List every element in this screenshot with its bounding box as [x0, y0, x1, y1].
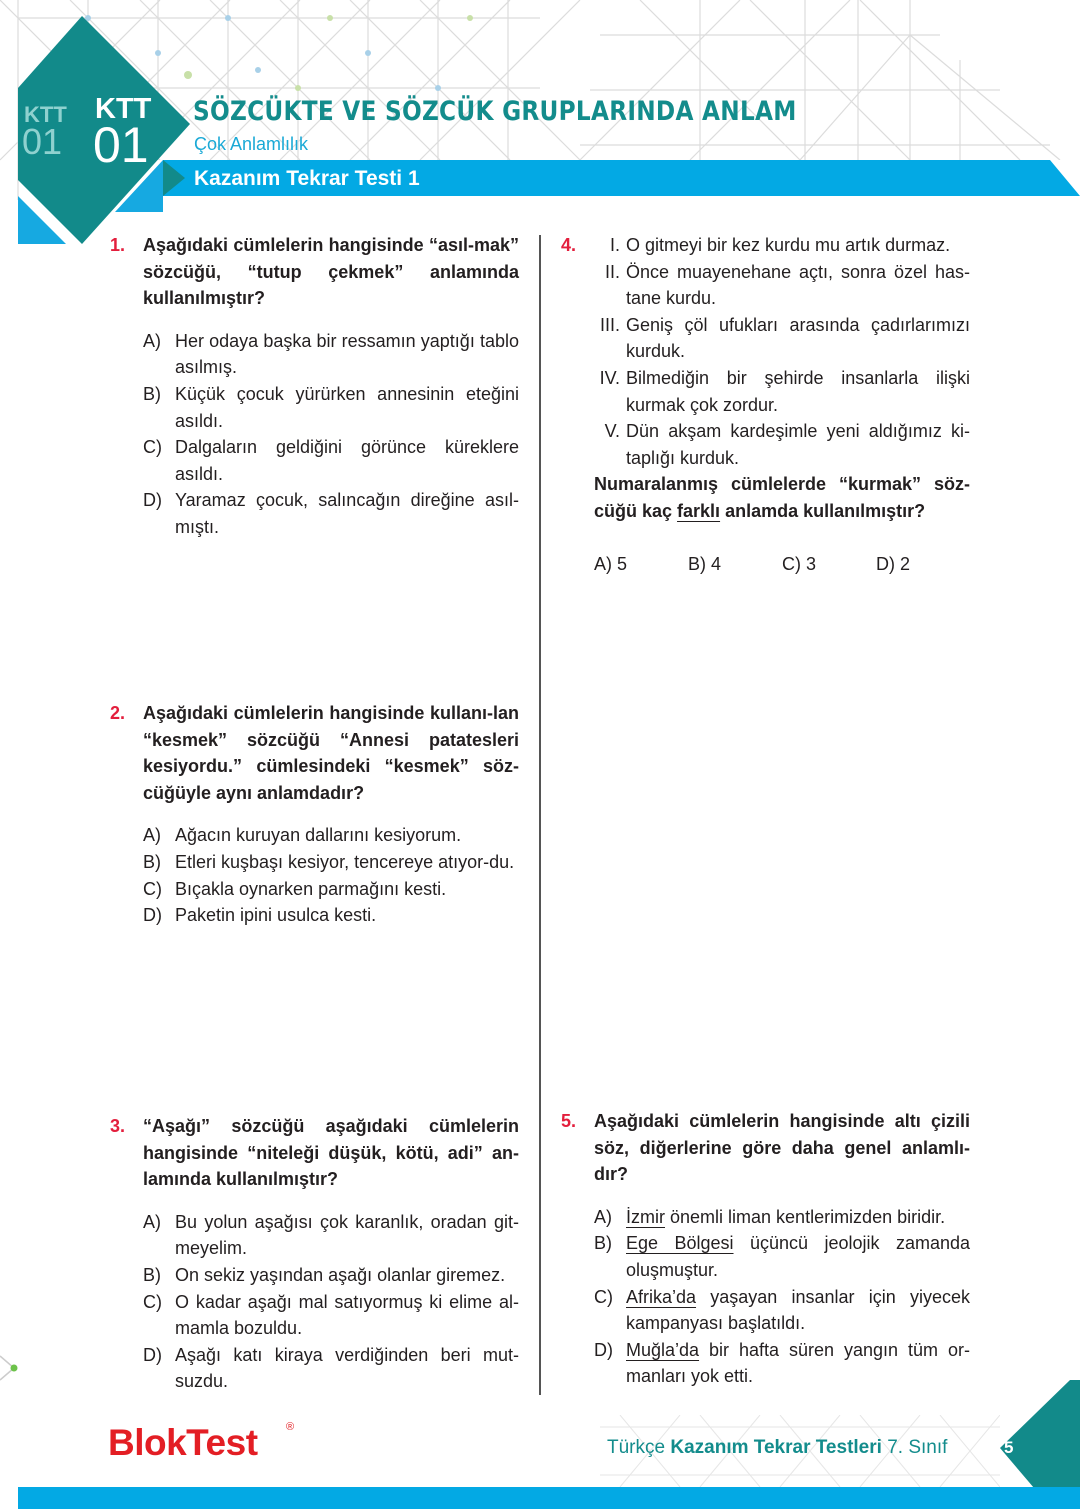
option-a[interactable]: [143, 1209, 519, 1262]
option-text: [626, 1204, 970, 1231]
statement-text: Önce muayenehane açtı, sonra özel has-tane kurdu.: [626, 261, 970, 309]
option-text: 4: [711, 553, 722, 574]
ktt-number-shadow: 01: [22, 121, 63, 162]
ktt-label-shadow: KTT: [24, 102, 67, 127]
question-stem: Aşağıdaki cümlelerin hangisinde “asıl-mak” sözcüğü, “tutup çekmek” anlamında kullanılmıştır?: [143, 235, 519, 309]
option-text: Yaramaz çocuk, salıncağın direğine asıl-mıştı.: [175, 490, 519, 537]
statement-list: [594, 232, 970, 471]
statement-3: [594, 312, 970, 365]
underlined-phrase: İzmir: [626, 1206, 665, 1227]
option-b[interactable]: [143, 1262, 519, 1289]
option-d[interactable]: [143, 1342, 519, 1395]
test-bar-arrow-icon: [163, 160, 193, 196]
registered-mark: ®: [286, 1421, 295, 1433]
option-a[interactable]: [594, 551, 688, 578]
option-d[interactable]: [143, 487, 519, 540]
option-letter: C): [143, 878, 162, 899]
page-number: 5: [1004, 1438, 1014, 1457]
option-b[interactable]: [594, 1230, 970, 1283]
option-rest: yaşayan insanlar için yiyecek kampanyası başlatıldı.: [626, 1286, 970, 1334]
series-grade: 7. Sınıf: [881, 1437, 948, 1458]
statement-5: [594, 418, 970, 471]
page-number-badge: [990, 1378, 1080, 1488]
option-letter: D): [594, 1339, 613, 1360]
option-a[interactable]: [594, 1204, 970, 1231]
question-number: 2.: [110, 703, 126, 723]
option-text: Paketin ipini usulca kesti.: [175, 905, 377, 926]
page-subtitle: Çok Anlamlılık: [194, 134, 309, 154]
option-letter: B): [594, 1233, 612, 1254]
series-name: Kazanım Tekrar Testleri: [670, 1437, 882, 1458]
option-a[interactable]: [143, 822, 519, 849]
statement-numeral: I.: [609, 235, 620, 255]
option-text: Ağacın kuruyan dallarını kesiyorum.: [175, 825, 462, 846]
question-stem: [594, 471, 970, 524]
column-divider: [539, 235, 541, 1395]
question-number: 5.: [561, 1111, 577, 1131]
statement-text: Bilmediğin bir şehirde insanlarla ilişki kurmak çok zordur.: [626, 367, 970, 415]
option-letter: A): [594, 553, 612, 574]
stem-part: anlamda kullanılmıştır?: [720, 500, 926, 521]
option-text: Etleri kuşbaşı kesiyor, tencereye atıyor-du.: [175, 851, 515, 872]
option-rest: bir hafta süren yangın tüm or-manları yok etti.: [626, 1339, 970, 1387]
question-4: [561, 232, 970, 577]
option-letter: C): [594, 1286, 613, 1307]
option-text: O kadar aşağı mal satıyormuş ki elime al-mamla bozuldu.: [175, 1291, 519, 1339]
option-d[interactable]: [143, 902, 519, 929]
option-b[interactable]: [143, 381, 519, 434]
answer-choices: [594, 551, 970, 578]
option-a[interactable]: [143, 328, 519, 381]
question-stem: Aşağıdaki cümlelerin hangisinde altı çizili söz, diğerlerine göre daha genel anlamlı-dır?: [594, 1111, 970, 1185]
option-letter: D): [876, 553, 895, 574]
question-1: [110, 232, 519, 541]
option-text: [626, 1230, 970, 1283]
stem-part: Numaralanmış cümlelerde “kurmak” söz-cüğü kaç: [594, 474, 970, 521]
series-subject: Türkçe: [607, 1437, 671, 1458]
option-text: Bu yolun aşağısı çok karanlık, oradan git-meyelim.: [175, 1211, 519, 1259]
question-stem: Aşağıdaki cümlelerin hangisinde kullanı-lan “kesmek” sözcüğü “Annesi patatesleri kesiyordu.” cümlesindeki “kesmek” söz-cüğüyle aynı anlamdadır?: [143, 703, 519, 803]
question-2: [110, 700, 519, 929]
option-text: [626, 1284, 970, 1337]
question-number: 3.: [110, 1116, 126, 1136]
question-number: 1.: [110, 235, 126, 255]
ktt-label: KTT: [95, 93, 152, 125]
option-letter: D): [143, 905, 162, 926]
option-letter: A): [143, 330, 161, 351]
underlined-phrase: Muğla’da: [626, 1339, 700, 1360]
test-bar-tail: [1050, 160, 1080, 196]
ktt-number: 01: [93, 117, 149, 173]
option-letter: B): [688, 553, 706, 574]
option-letter: C): [143, 1291, 162, 1312]
statement-1: [594, 232, 970, 259]
option-letter: C): [143, 437, 162, 458]
option-text: [626, 1337, 970, 1390]
option-c[interactable]: [594, 1284, 970, 1337]
statement-4: [594, 365, 970, 418]
option-rest: üçüncü jeolojik zamanda oluşmuştur.: [626, 1233, 970, 1280]
option-text: Bıçakla oynarken parmağını kesti.: [175, 878, 447, 899]
option-text: 5: [617, 553, 628, 574]
option-c[interactable]: [782, 551, 876, 578]
option-c[interactable]: [143, 1289, 519, 1342]
statement-numeral: V.: [604, 421, 620, 442]
series-title: [607, 1437, 947, 1459]
option-letter: C): [782, 553, 801, 574]
option-letter: A): [594, 1206, 612, 1227]
statement-text: Geniş çöl ufukları arasında çadırlarımızı kurduk.: [626, 314, 970, 362]
option-b[interactable]: [143, 849, 519, 876]
option-d[interactable]: [594, 1337, 970, 1390]
option-text: Dalgaların geldiğini görünce küreklere asıldı.: [175, 437, 519, 484]
underlined-phrase: Ege Bölgesi: [626, 1233, 734, 1254]
option-letter: D): [143, 490, 162, 511]
option-letter: B): [143, 1264, 161, 1285]
question-number: 4.: [561, 235, 577, 255]
option-letter: B): [143, 383, 161, 404]
option-text: Her odaya başka bir ressamın yaptığı tablo asılmış.: [175, 330, 519, 378]
option-text: On sekiz yaşından aşağı olanlar giremez.: [175, 1264, 506, 1285]
option-text: 2: [900, 553, 911, 574]
option-letter: A): [143, 825, 161, 846]
option-letter: D): [143, 1344, 162, 1365]
footer-bar: [18, 1487, 1080, 1509]
question-5: [561, 1108, 970, 1390]
edge-marker-icon: [0, 1348, 20, 1388]
option-b[interactable]: [688, 551, 782, 578]
option-text: Küçük çocuk yürürken annesinin eteğini asıldı.: [175, 383, 519, 431]
option-letter: B): [143, 851, 161, 872]
statement-numeral: III.: [599, 314, 620, 335]
page-title: SÖZCÜKTE VE SÖZCÜK GRUPLARINDA ANLAM: [193, 96, 797, 127]
option-d[interactable]: [876, 551, 970, 578]
statement-numeral: II.: [604, 261, 620, 282]
question-3: [110, 1113, 519, 1395]
option-letter: A): [143, 1211, 161, 1232]
option-rest: önemli liman kentlerimizden biridir.: [665, 1206, 946, 1227]
option-c[interactable]: [143, 876, 519, 903]
statement-text: Dün akşam kardeşimle yeni aldığımız ki-taplığı kurduk.: [626, 421, 970, 468]
statement-2: [594, 259, 970, 312]
underlined-phrase: Afrika’da: [626, 1286, 697, 1307]
test-title: Kazanım Tekrar Testi 1: [194, 167, 420, 190]
option-text: Aşağı katı kiraya verdiğinden beri mut-suzdu.: [175, 1344, 519, 1392]
option-c[interactable]: [143, 434, 519, 487]
stem-underlined: farklı: [677, 500, 721, 521]
statement-numeral: IV.: [599, 367, 620, 388]
question-stem: “Aşağı” sözcüğü aşağıdaki cümlelerin hangisinde “niteleği düşük, kötü, adi” an-lamında kullanılmıştır?: [143, 1116, 519, 1190]
option-text: 3: [806, 553, 817, 574]
brand-logo: BlokTest: [108, 1422, 258, 1463]
statement-text: O gitmeyi bir kez kurdu mu artık durmaz.: [626, 235, 951, 255]
